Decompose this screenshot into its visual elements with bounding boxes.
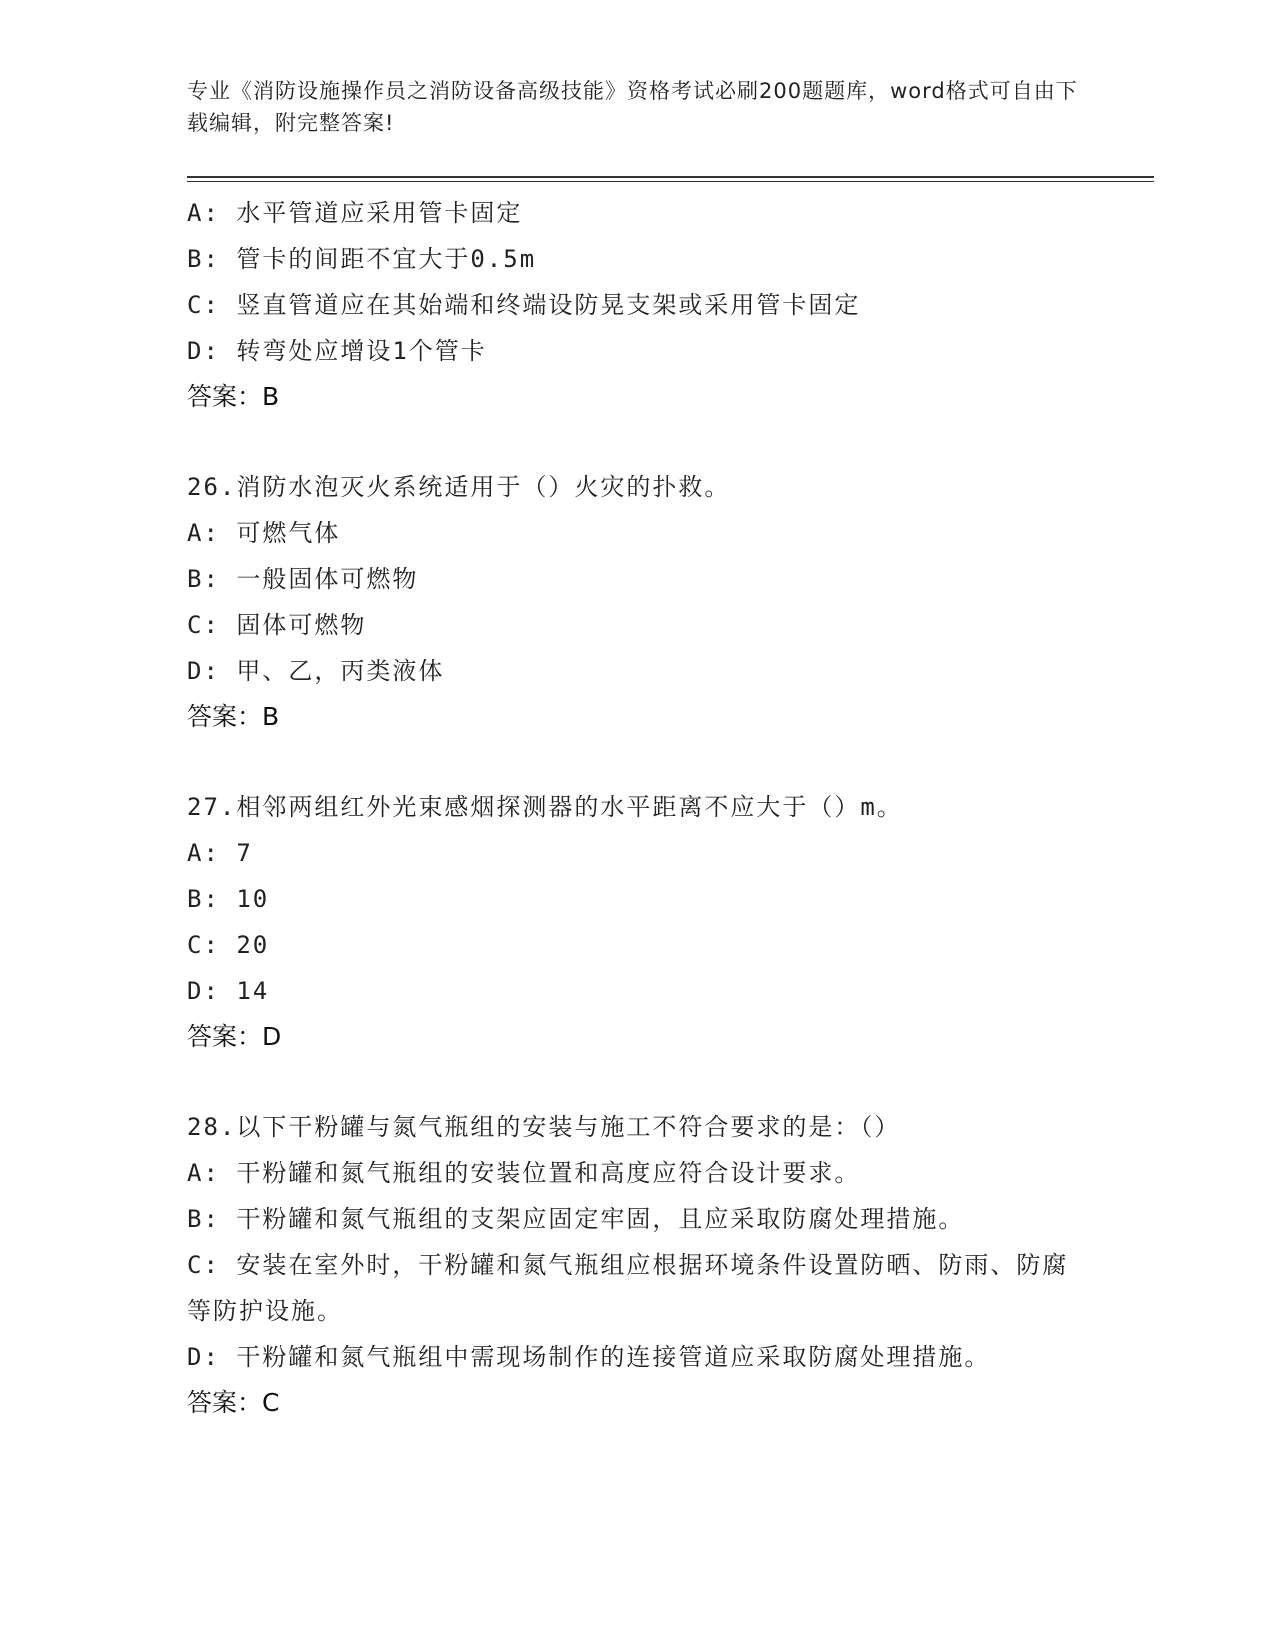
- option-a: A: 干粉罐和氮气瓶组的安装位置和高度应符合设计要求。: [187, 1159, 861, 1187]
- option-b: B: 管卡的间距不宜大于0.5m: [187, 245, 537, 273]
- question-stem: 27.相邻两组红外光束感烟探测器的水平距离不应大于（）m。: [187, 793, 903, 821]
- option-a: A: 7: [187, 839, 253, 867]
- document-intro: 专业《消防设施操作员之消防设备高级技能》资格考试必刷200题题库，word格式可自由下载编辑，附完整答案!: [187, 79, 1078, 135]
- question-28-block: [187, 1104, 1087, 1426]
- option-b: B: 干粉罐和氮气瓶组的支架应固定牢固，且应采取防腐处理措施。: [187, 1205, 965, 1233]
- option-b: B: 10: [187, 885, 270, 913]
- spacer: [187, 1060, 1087, 1104]
- option-d: D: 转弯处应增设1个管卡: [187, 337, 487, 365]
- header-divider-thick: [187, 176, 1154, 178]
- spacer: [187, 740, 1087, 784]
- question-stem: 28.以下干粉罐与氮气瓶组的安装与施工不符合要求的是：（）: [187, 1113, 901, 1141]
- question-stem: 26.消防水泡灭火系统适用于（）火灾的扑救。: [187, 473, 731, 501]
- option-c: C: 竖直管道应在其始端和终端设防晃支架或采用管卡固定: [187, 291, 861, 319]
- question-27-block: [187, 784, 1087, 1060]
- option-a: A: 水平管道应采用管卡固定: [187, 199, 523, 227]
- answer-label: 答案：B: [187, 382, 280, 411]
- spacer: [187, 420, 1087, 464]
- question-26-block: [187, 464, 1087, 740]
- option-c: C: 安装在室外时，干粉罐和氮气瓶组应根据环境条件设置防晒、防雨、防腐等防护设施。: [187, 1251, 1069, 1325]
- answer-label: 答案：B: [187, 702, 280, 731]
- option-c: C: 固体可燃物: [187, 611, 367, 639]
- option-a: A: 可燃气体: [187, 519, 341, 547]
- option-c: C: 20: [187, 931, 270, 959]
- header-divider-thin: [187, 181, 1154, 182]
- question-list: [187, 190, 1087, 1426]
- answer-label: 答案：C: [187, 1388, 280, 1417]
- question-25-block: [187, 190, 1087, 420]
- option-d: D: 干粉罐和氮气瓶组中需现场制作的连接管道应采取防腐处理措施。: [187, 1343, 991, 1371]
- option-d: D: 14: [187, 977, 270, 1005]
- answer-label: 答案：D: [187, 1022, 282, 1051]
- option-b: B: 一般固体可燃物: [187, 565, 419, 593]
- option-d: D: 甲、乙，丙类液体: [187, 657, 445, 685]
